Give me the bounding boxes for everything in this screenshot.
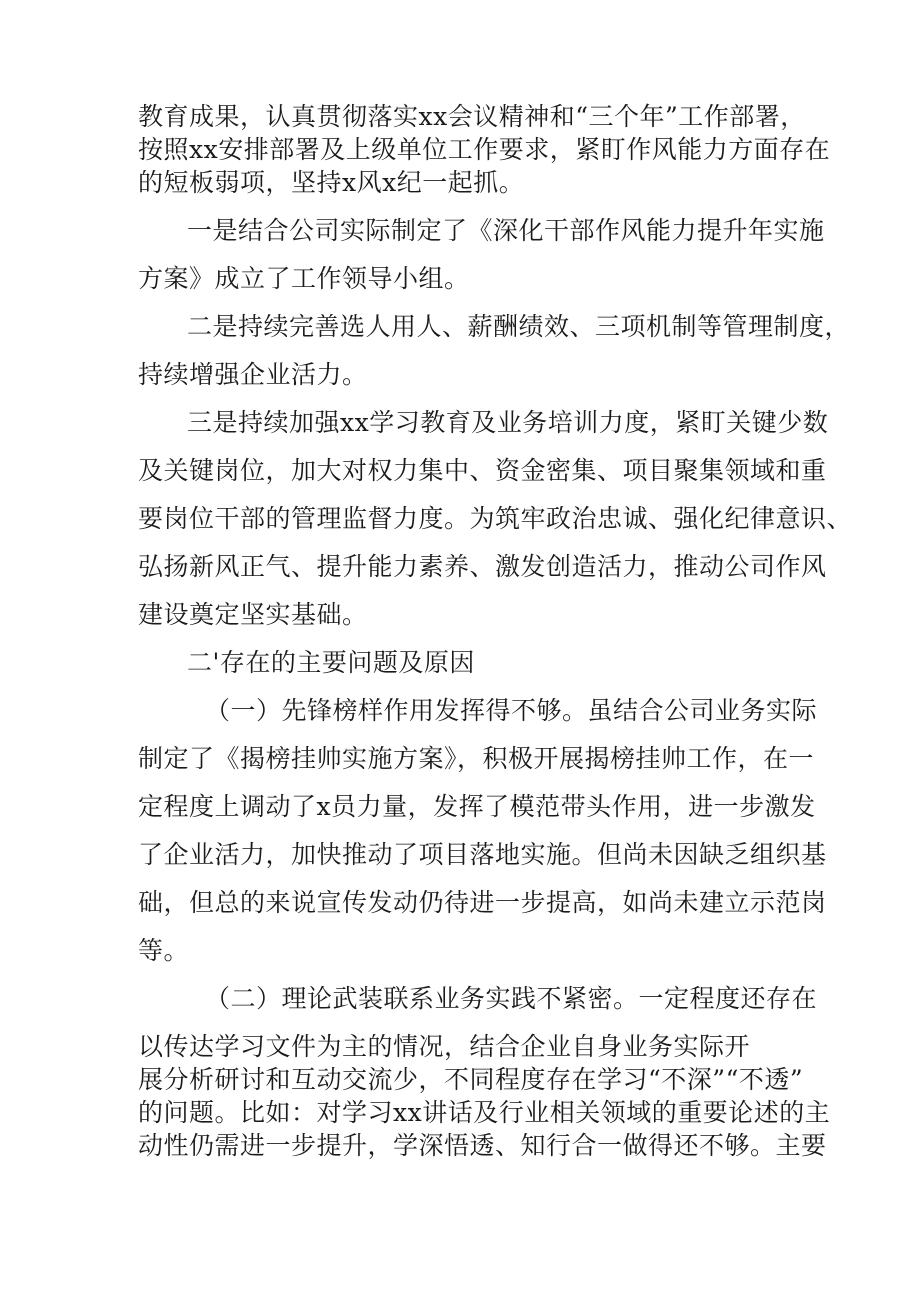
text-line-1: 教育成果，认真贯彻落实xx会议精神和“三个年”工作部署， (138, 102, 806, 131)
paragraph-3-line-4: 弘扬新风正气、提升能力素养、激发创造活力，推动公司作风 (138, 552, 827, 581)
issue-1-line-6: 等。 (138, 936, 190, 965)
issue-2-line-1: （二）理论武装联系业务实践不紧密。一定程度还存在 (205, 984, 818, 1013)
issue-2-line-4: 的问题。比如：对学习xx讲话及行业相关领域的重要论述的主 (138, 1098, 831, 1127)
issue-1-line-3: 定程度上调动了x员力量，发挥了模范带头作用，进一步激发 (138, 792, 816, 821)
paragraph-3-line-3: 要岗位干部的管理监督力度。为筑牢政治忠诚、强化纪律意识、 (138, 504, 853, 533)
paragraph-1-line-1: 一是结合公司实际制定了《深化干部作风能力提升年实施 (187, 216, 825, 245)
paragraph-3-line-2: 及关键岗位，加大对权力集中、资金密集、项目聚集领域和重 (138, 456, 827, 485)
paragraph-1-line-2: 方案》成立了工作领导小组。 (138, 264, 470, 293)
paragraph-2-line-1: 二是持续完善选人用人、薪酬绩效、三项机制等管理制度， (187, 312, 851, 341)
section-heading: 二'存在的主要问题及原因 (187, 648, 475, 677)
paragraph-2-line-2: 持续增强企业活力。 (138, 360, 368, 389)
issue-1-line-4: 了企业活力，加快推动了项目落地实施。但尚未因缺乏组织基 (138, 840, 827, 869)
text-line-3: 的短板弱项，坚持x风x纪一起抓。 (138, 168, 525, 197)
paragraph-3-line-5: 建设奠定坚实基础。 (138, 600, 368, 629)
issue-1-line-1: （一）先锋榜样作用发挥得不够。虽结合公司业务实际 (205, 696, 818, 725)
paragraph-3-line-1: 三是持续加强xx学习教育及业务培训力度，紧盯关键少数 (187, 408, 829, 437)
text-line-2: 按照xx安排部署及上级单位工作要求，紧盯作风能力方面存在 (138, 135, 831, 164)
issue-1-line-5: 础，但总的来说宣传发动仍待进一步提高，如尚未建立示范岗 (138, 888, 827, 917)
issue-2-line-2: 以传达学习文件为主的情况，结合企业自身业务实际开 (138, 1032, 751, 1061)
issue-2-line-5: 动性仍需进一步提升，学深悟透、知行合一做得还不够。主要 (138, 1131, 827, 1160)
issue-1-line-2: 制定了《揭榜挂帅实施方案》，积极开展揭榜挂帅工作，在一 (138, 744, 815, 773)
issue-2-line-3: 展分析研讨和互动交流少，不同程度存在学习“不深”“不透” (138, 1065, 804, 1094)
